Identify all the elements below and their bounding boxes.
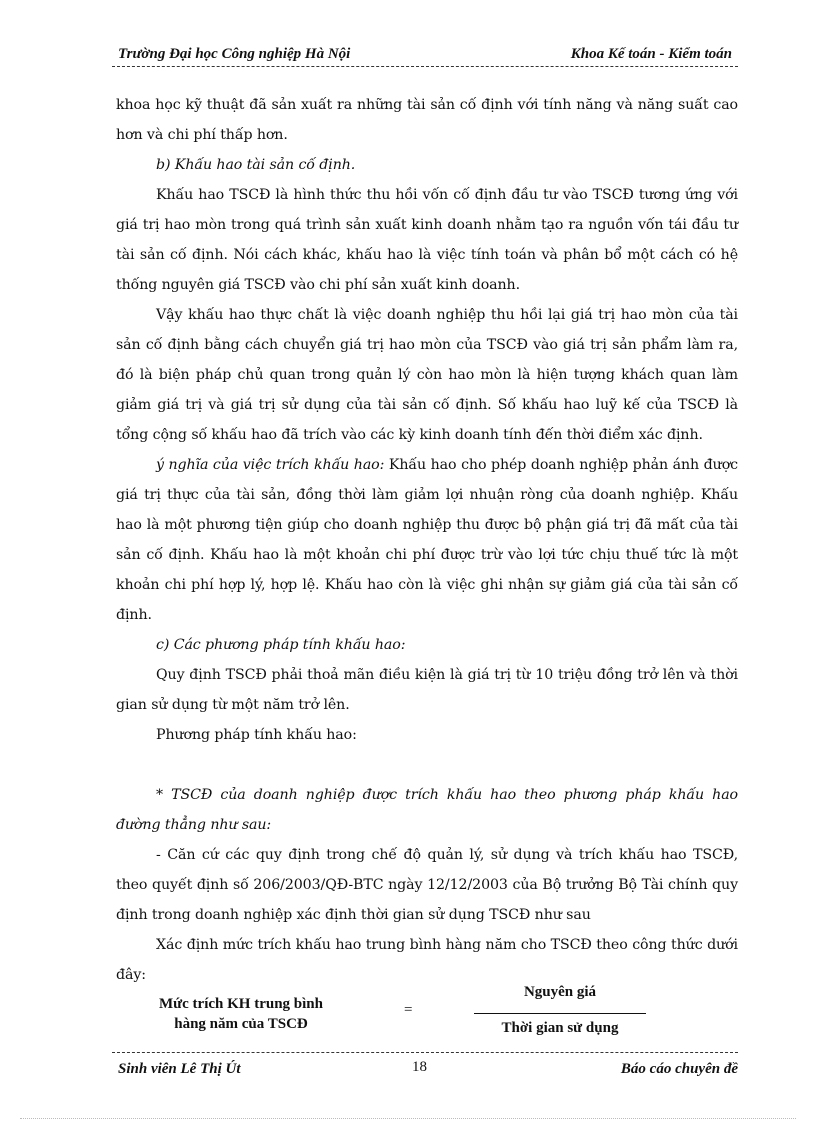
paragraph-regulation: Quy định TSCĐ phải thoả mãn điều kiện là giá trị từ 10 triệu đồng trở lên và thời gian sử dụng từ một năm trở lên. xyxy=(116,667,738,713)
document-body xyxy=(116,90,738,990)
significance-text: Khấu hao cho phép doanh nghiệp phản ánh được giá trị thực của tài sản, đồng thời làm giảm lợi nhuận ròng của doanh nghiệp. Khấu hao là một phương tiện giúp cho doanh nghiệp thu được bộ phận giá trị đã mất của tài sản cố định. Khấu hao là một khoản chi phí được trừ vào lợi tức chịu thuế tức là một khoản chi phí hợp lý, hợp lệ. Khấu hao còn là việc ghi nhận sự giảm giá của tài sản cố định. xyxy=(116,457,738,623)
formula-lhs-line1: Mức trích KH trung bình xyxy=(158,996,323,1012)
footer-report-type: Báo cáo chuyên đề xyxy=(620,1061,738,1077)
formula-lhs-line2: hàng năm của TSCĐ xyxy=(174,1016,308,1032)
paragraph-significance xyxy=(116,450,738,630)
paragraph-straight-line: * TSCĐ của doanh nghiệp được trích khấu hao theo phương pháp khấu hao đường thẳng như sau: xyxy=(116,787,738,833)
page-header xyxy=(112,44,738,67)
section-heading-methods: c) Các phương pháp tính khấu hao: xyxy=(156,637,406,653)
significance-lead: ý nghĩa của việc trích khấu hao: xyxy=(156,457,385,473)
header-faculty: Khoa Kế toán - Kiểm toán xyxy=(570,46,732,62)
header-university: Trường Đại học Công nghiệp Hà Nội xyxy=(118,46,351,62)
page-bottom-edge xyxy=(20,1118,796,1119)
paragraph-method-label: Phương pháp tính khấu hao: xyxy=(156,727,357,743)
formula-lhs xyxy=(136,994,346,1034)
blank-line xyxy=(116,750,738,780)
paragraph-decision: - Căn cứ các quy định trong chế độ quản lý, sử dụng và trích khấu hao TSCĐ, theo quyết định số 206/2003/QĐ-BTC ngày 12/12/2003 của Bộ trưởng Bộ Tài chính quy định trong doanh nghiệp xác định thời gian sử dụng TSCĐ như sau xyxy=(116,847,738,923)
section-heading-depreciation: b) Khấu hao tài sản cố định. xyxy=(156,157,356,173)
page-number: 18 xyxy=(412,1059,427,1075)
paragraph-essence: Vậy khấu hao thực chất là việc doanh nghiệp thu hồi lại giá trị hao mòn của tài sản cố định bằng cách chuyển giá trị hao mòn của TSCĐ vào giá trị sản phẩm làm ra, đó là biện pháp chủ quan trong quản lý còn hao mòn là hiện tượng khách quan làm giảm giá trị và giá trị sử dụng của tài sản cố định. Số khấu hao luỹ kế của TSCĐ là tổng cộng số khấu hao đã trích vào các kỳ kinh doanh tính đến thời điểm xác định. xyxy=(116,307,738,443)
page-footer xyxy=(112,1052,738,1083)
fraction-bar xyxy=(474,1013,646,1014)
formula-equals: = xyxy=(404,1002,413,1018)
depreciation-formula xyxy=(116,982,738,1044)
paragraph-definition: Khấu hao TSCĐ là hình thức thu hồi vốn cố định đầu tư vào TSCĐ tương ứng với giá trị hao mòn trong quá trình sản xuất kinh doanh nhằm tạo ra nguồn vốn tái đầu tư tài sản cố định. Nói cách khác, khấu hao là việc tính toán và phân bổ một cách có hệ thống nguyên giá TSCĐ vào chi phí sản xuất kinh doanh. xyxy=(116,187,738,293)
formula-numerator: Nguyên giá xyxy=(523,984,597,1000)
paragraph-formula-intro: Xác định mức trích khấu hao trung bình hàng năm cho TSCĐ theo công thức dưới đây: xyxy=(116,937,738,983)
formula-denominator: Thời gian sử dụng xyxy=(501,1020,619,1036)
paragraph-intro: khoa học kỹ thuật đã sản xuất ra những tài sản cố định với tính năng và năng suất cao hơn và chi phí thấp hơn. xyxy=(116,97,738,143)
footer-student: Sinh viên Lê Thị Út xyxy=(118,1061,241,1077)
